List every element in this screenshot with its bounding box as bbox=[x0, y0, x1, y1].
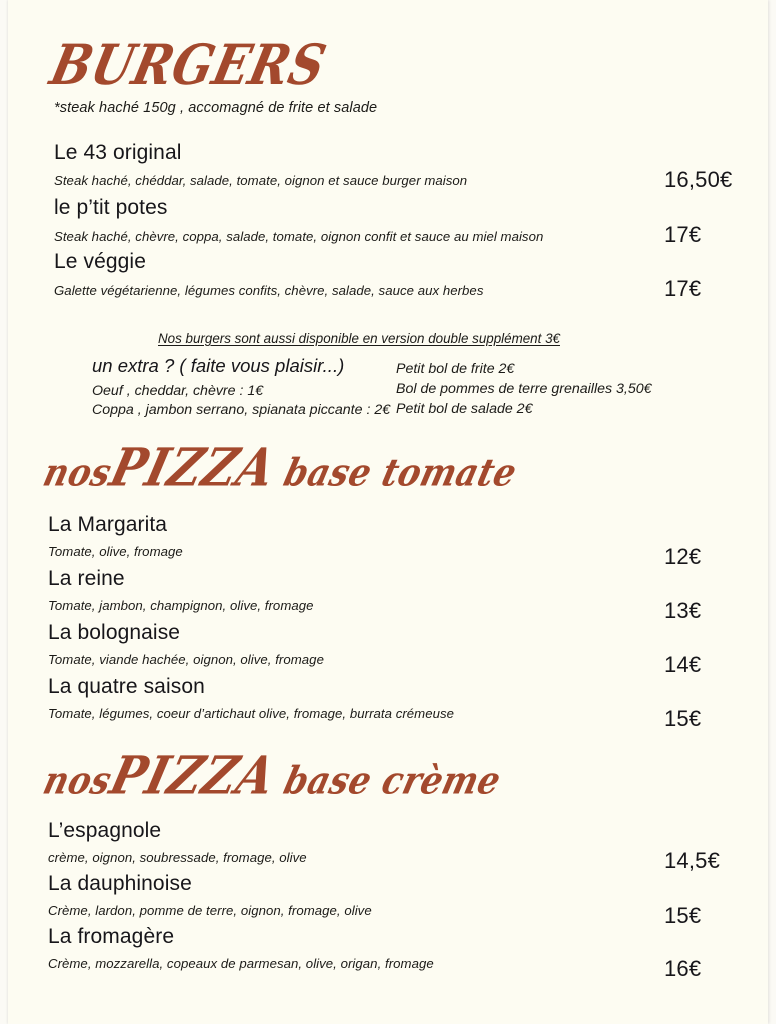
menu-item-name: Le véggie bbox=[54, 250, 146, 273]
menu-item-price: 16,50€ bbox=[664, 167, 733, 192]
pizza-tomate-section-heading bbox=[38, 436, 525, 498]
side-line: Petit bol de salade 2€ bbox=[396, 401, 533, 417]
menu-item-description: Tomate, légumes, coeur d’artichaut olive, fromage, burrata crémeuse bbox=[48, 706, 455, 721]
menu-item-name: La Margarita bbox=[48, 513, 168, 536]
menu-item-description: Galette végétarienne, légumes confits, chèvre, salade, sauce aux herbes bbox=[54, 283, 484, 298]
menu-item-description: Steak haché, chèvre, coppa, salade, tomate, oignon confit et sauce au miel maison bbox=[54, 229, 544, 244]
pizza-tomate-heading-prefix: nos bbox=[39, 449, 117, 495]
menu-item-description: Crème, lardon, pomme de terre, oignon, fromage, olive bbox=[48, 903, 372, 918]
menu-item-name: La fromagère bbox=[48, 925, 175, 948]
pizza-creme-heading-prefix: nos bbox=[39, 757, 117, 803]
pizza-tomate-heading-tail: base tomate bbox=[279, 449, 522, 495]
menu-item-name: La quatre saison bbox=[48, 675, 205, 698]
menu-item-price: 17€ bbox=[664, 276, 702, 301]
burgers-section-heading: BURGERS bbox=[44, 33, 332, 98]
menu-item-description: Tomate, olive, fromage bbox=[48, 544, 183, 559]
extras-line: Oeuf , cheddar, chèvre : 1€ bbox=[92, 383, 264, 399]
menu-item-price: 12€ bbox=[664, 544, 702, 569]
pizza-creme-heading-main: PIZZA bbox=[104, 743, 283, 807]
menu-item-name: le p’tit potes bbox=[54, 196, 168, 219]
menu-item-name: La dauphinoise bbox=[48, 872, 192, 895]
extras-line: Coppa , jambon serrano, spianata piccante : 2€ bbox=[92, 402, 391, 418]
menu-item-price: 17€ bbox=[664, 222, 702, 247]
burgers-subtitle: *steak haché 150g , accomagné de frite et salade bbox=[54, 100, 378, 116]
menu-item-price: 15€ bbox=[664, 903, 702, 928]
side-line: Bol de pommes de terre grenailles 3,50€ bbox=[396, 381, 652, 397]
menu-item-price: 13€ bbox=[664, 598, 702, 623]
side-line: Petit bol de frite 2€ bbox=[396, 361, 515, 377]
menu-item-description: Steak haché, chéddar, salade, tomate, oignon et sauce burger maison bbox=[54, 173, 468, 188]
pizza-creme-heading-tail: base crème bbox=[279, 757, 506, 803]
menu-item-name: La bolognaise bbox=[48, 621, 181, 644]
pizza-tomate-heading-main: PIZZA bbox=[104, 435, 283, 499]
menu-item-price: 15€ bbox=[664, 706, 702, 731]
menu-item-description: Tomate, viande hachée, oignon, olive, fromage bbox=[48, 652, 324, 667]
menu-item-name: La reine bbox=[48, 567, 125, 590]
menu-item-name: L’espagnole bbox=[48, 819, 162, 842]
menu-item-description: crème, oignon, soubressade, fromage, olive bbox=[48, 850, 307, 865]
menu-item-description: Crème, mozzarella, copeaux de parmesan, olive, origan, fromage bbox=[48, 956, 434, 971]
menu-item-name: Le 43 original bbox=[54, 141, 182, 164]
menu-item-price: 14,5€ bbox=[664, 848, 721, 873]
extras-title: un extra ? ( faite vous plaisir...) bbox=[92, 355, 345, 376]
menu-item-description: Tomate, jambon, champignon, olive, fromage bbox=[48, 598, 314, 613]
pizza-creme-section-heading bbox=[38, 744, 509, 806]
burgers-supplement-note: Nos burgers sont aussi disponible en version double supplément 3€ bbox=[158, 331, 560, 346]
menu-item-price: 16€ bbox=[664, 956, 702, 981]
menu-page bbox=[8, 0, 768, 1024]
menu-item-price: 14€ bbox=[664, 652, 702, 677]
